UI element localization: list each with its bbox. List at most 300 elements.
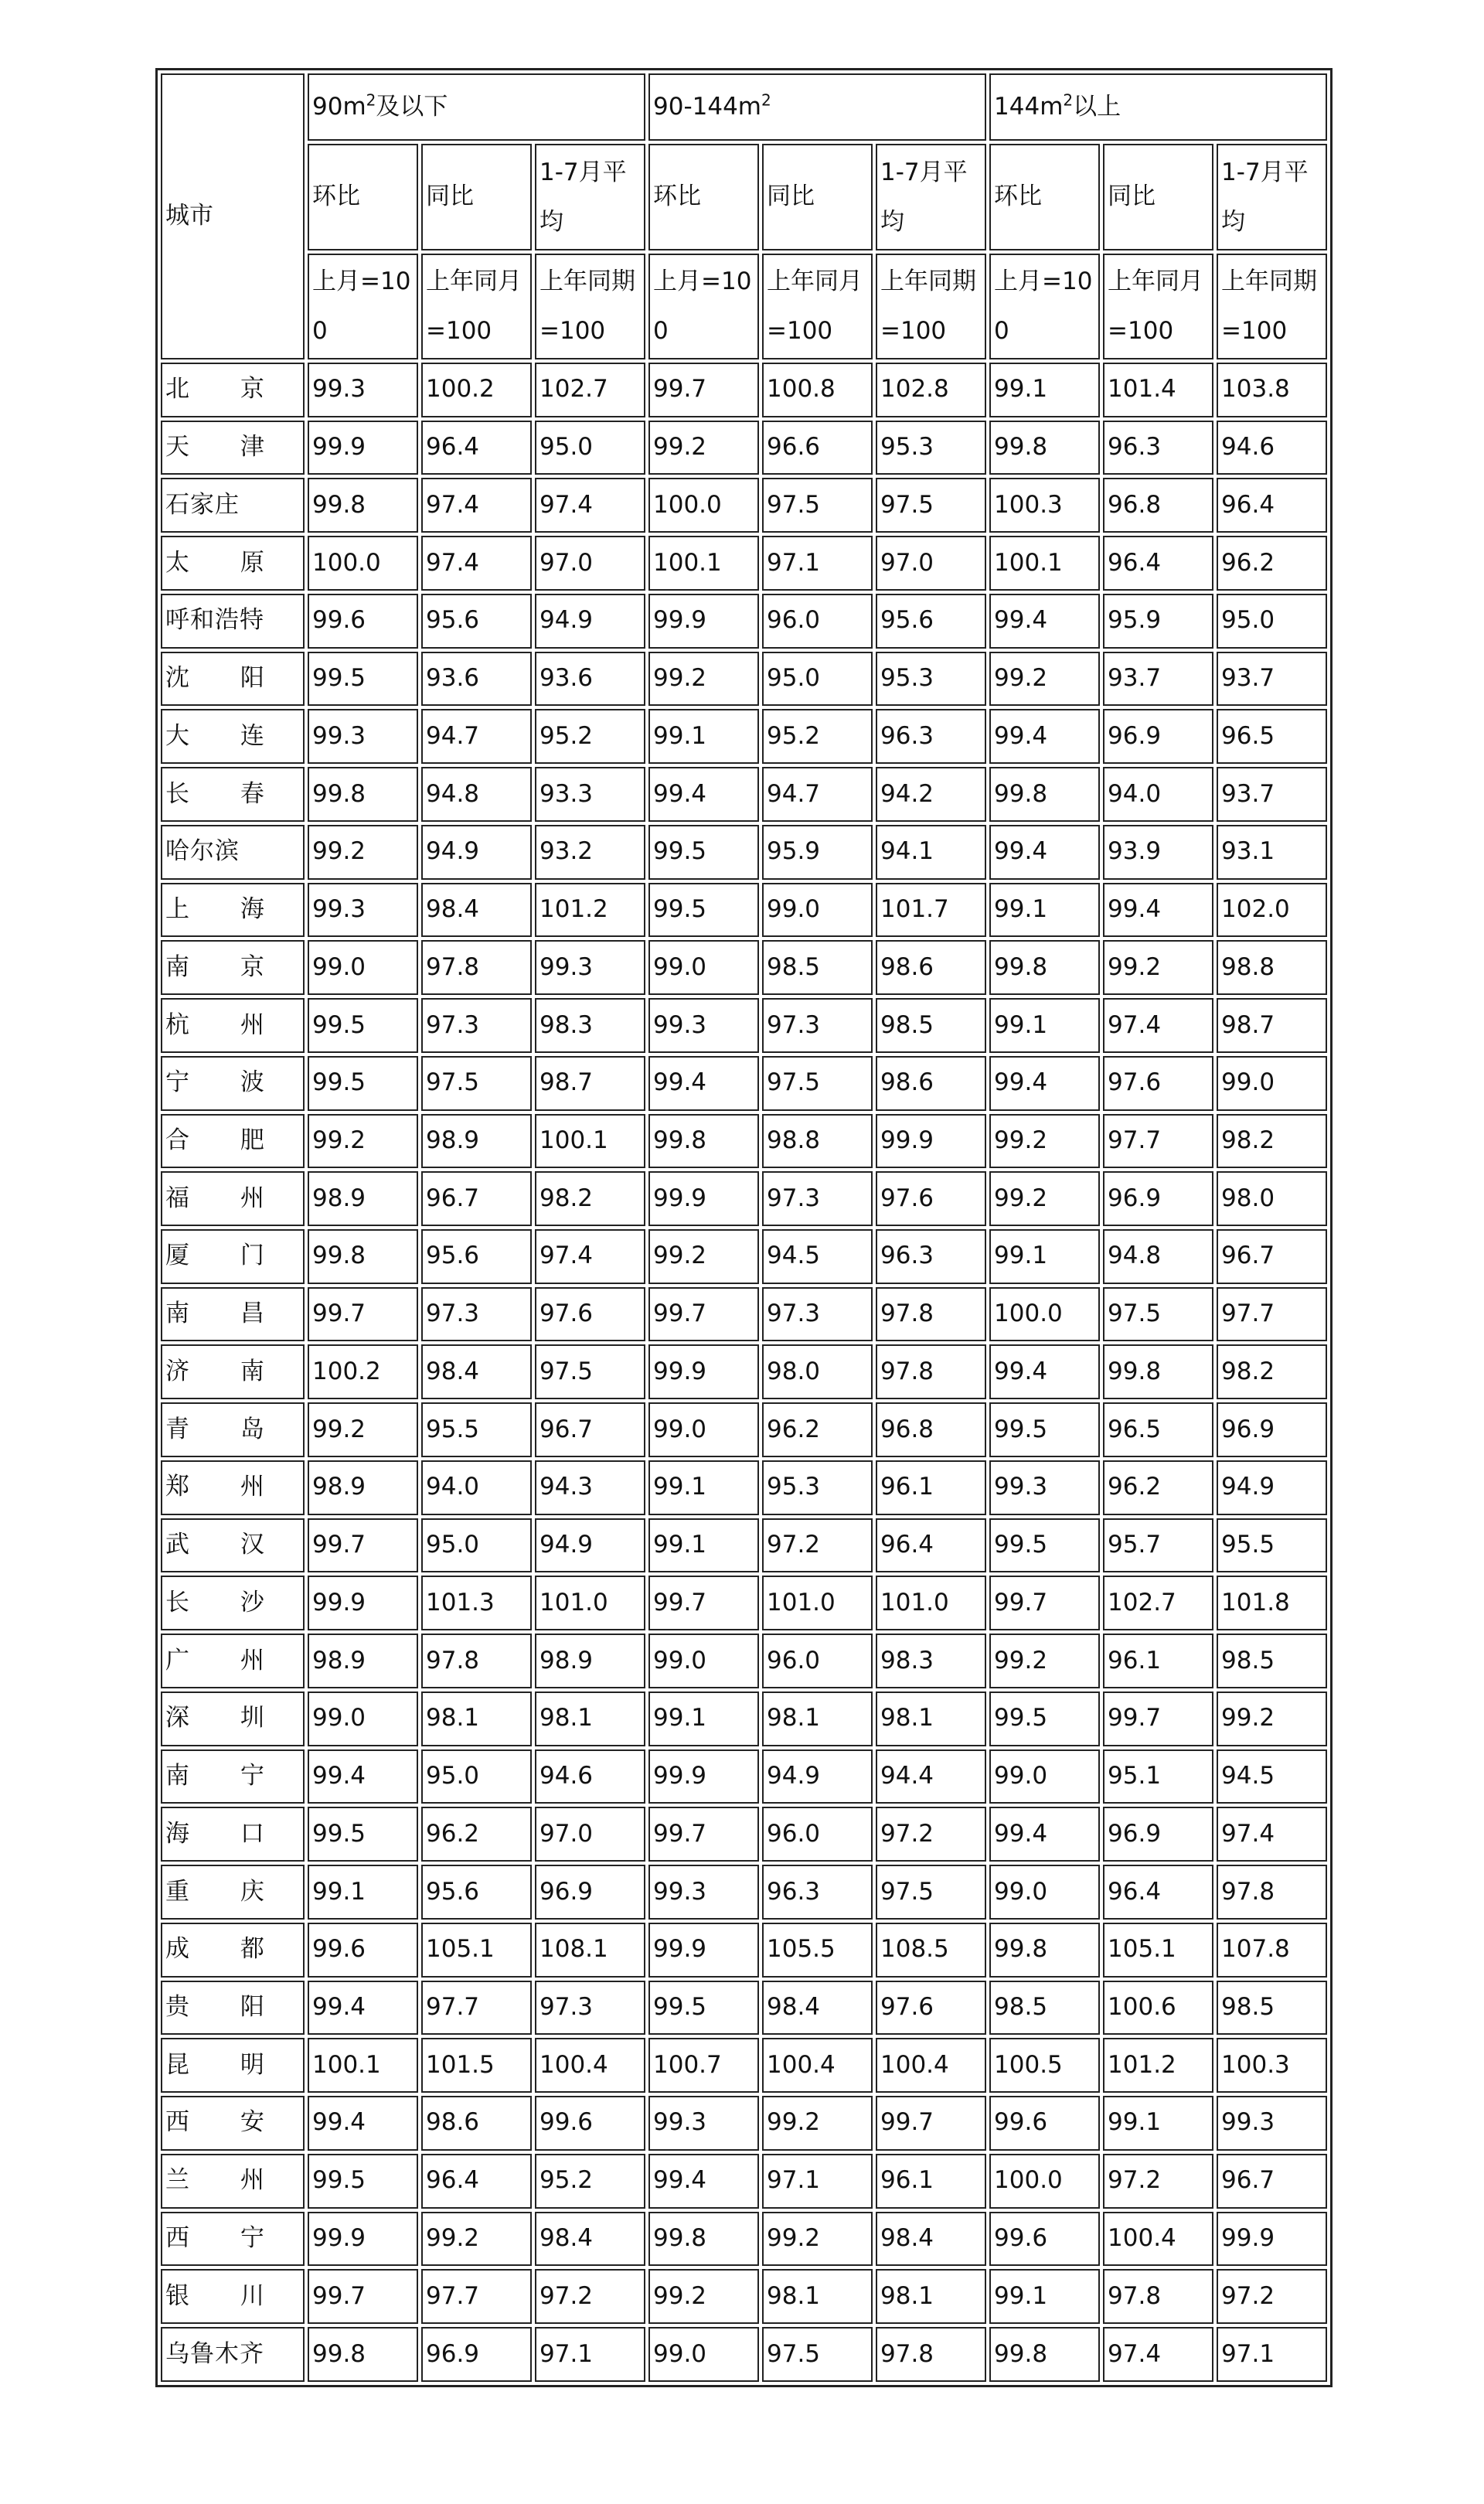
value-cell: 97.8 [421, 1634, 532, 1688]
value-cell: 94.8 [421, 767, 532, 822]
value-cell: 96.7 [1217, 2154, 1327, 2209]
value-cell: 99.2 [648, 421, 759, 475]
table-row [161, 767, 1327, 822]
city-name-cell: 海 口 [161, 1807, 305, 1862]
value-cell: 99.4 [308, 1981, 418, 2036]
value-cell: 97.4 [1217, 1807, 1327, 1862]
city-name-cell: 昆 明 [161, 2038, 305, 2093]
value-cell: 94.9 [1217, 1460, 1327, 1515]
value-cell: 99.8 [1103, 1344, 1213, 1399]
table-row [161, 1923, 1327, 1978]
value-cell: 95.0 [1217, 594, 1327, 649]
value-cell: 102.7 [1103, 1576, 1213, 1630]
value-cell: 97.4 [421, 536, 532, 591]
value-cell: 99.7 [308, 1518, 418, 1573]
table-row [161, 883, 1327, 938]
value-cell: 97.7 [421, 2269, 532, 2324]
value-cell: 94.9 [762, 1749, 873, 1804]
value-cell: 96.7 [535, 1402, 645, 1457]
value-cell: 100.6 [1103, 1981, 1213, 2036]
value-cell: 95.3 [876, 421, 986, 475]
value-cell: 100.4 [876, 2038, 986, 2093]
value-cell: 99.8 [308, 767, 418, 822]
city-name-cell: 深 圳 [161, 1691, 305, 1746]
value-cell: 98.1 [762, 2269, 873, 2324]
value-cell: 93.9 [1103, 825, 1213, 880]
value-cell: 97.5 [1103, 1287, 1213, 1342]
value-cell: 98.2 [535, 1171, 645, 1226]
value-cell: 93.7 [1217, 767, 1327, 822]
city-name-cell: 广 州 [161, 1634, 305, 1688]
value-cell: 99.2 [989, 1114, 1100, 1169]
value-cell: 101.2 [535, 883, 645, 938]
value-cell: 96.2 [762, 1402, 873, 1457]
value-cell: 99.5 [989, 1402, 1100, 1457]
value-cell: 99.8 [308, 1229, 418, 1284]
city-name-cell: 贵 阳 [161, 1981, 305, 2036]
base-header-prev-month: 上月=100 [989, 254, 1100, 359]
value-cell: 100.1 [308, 2038, 418, 2093]
value-cell: 100.3 [989, 478, 1100, 533]
city-name-cell: 西 安 [161, 2096, 305, 2151]
value-cell: 100.2 [421, 363, 532, 417]
value-cell: 96.9 [1103, 1807, 1213, 1862]
value-cell: 100.3 [1217, 2038, 1327, 2093]
value-cell: 99.2 [648, 2269, 759, 2324]
value-cell: 101.3 [421, 1576, 532, 1630]
table-row [161, 1807, 1327, 1862]
value-cell: 103.8 [1217, 363, 1327, 417]
city-name-cell: 西 宁 [161, 2212, 305, 2267]
value-cell: 97.1 [762, 2154, 873, 2209]
base-header-same-month: 上年同月=100 [421, 254, 532, 359]
value-cell: 96.3 [762, 1865, 873, 1920]
value-cell: 101.2 [1103, 2038, 1213, 2093]
value-cell: 97.3 [762, 1287, 873, 1342]
value-cell: 96.4 [1217, 478, 1327, 533]
value-cell: 99.2 [648, 652, 759, 707]
value-cell: 99.4 [308, 2096, 418, 2151]
value-cell: 101.4 [1103, 363, 1213, 417]
value-cell: 96.4 [421, 2154, 532, 2209]
table-row [161, 1576, 1327, 1630]
value-cell: 99.2 [989, 1634, 1100, 1688]
value-cell: 99.9 [1217, 2212, 1327, 2267]
value-cell: 99.1 [989, 883, 1100, 938]
value-cell: 95.6 [876, 594, 986, 649]
table-row [161, 652, 1327, 707]
value-cell: 98.1 [762, 1691, 873, 1746]
city-name-cell: 南 京 [161, 940, 305, 995]
value-cell: 99.1 [989, 998, 1100, 1053]
value-cell: 98.1 [535, 1691, 645, 1746]
sub-header-mom: 环比 [989, 144, 1100, 250]
value-cell: 93.3 [535, 767, 645, 822]
value-cell: 97.4 [535, 478, 645, 533]
value-cell: 94.3 [535, 1460, 645, 1515]
value-cell: 99.2 [989, 1171, 1100, 1226]
value-cell: 99.9 [648, 594, 759, 649]
value-cell: 93.2 [535, 825, 645, 880]
value-cell: 97.1 [1217, 2327, 1327, 2382]
value-cell: 101.5 [421, 2038, 532, 2093]
city-name-cell: 沈 阳 [161, 652, 305, 707]
value-cell: 97.8 [876, 1287, 986, 1342]
value-cell: 99.1 [648, 1518, 759, 1573]
city-name-cell: 上 海 [161, 883, 305, 938]
value-cell: 97.2 [876, 1807, 986, 1862]
value-cell: 95.7 [1103, 1518, 1213, 1573]
sub-header-yoy: 同比 [421, 144, 532, 250]
city-name-cell: 福 州 [161, 1171, 305, 1226]
value-cell: 107.8 [1217, 1923, 1327, 1978]
table-row [161, 1171, 1327, 1226]
value-cell: 100.0 [989, 2154, 1100, 2209]
value-cell: 99.5 [648, 1981, 759, 2036]
value-cell: 100.2 [308, 1344, 418, 1399]
value-cell: 99.3 [648, 998, 759, 1053]
value-cell: 97.1 [535, 2327, 645, 2382]
table-row [161, 1114, 1327, 1169]
value-cell: 96.7 [1217, 1229, 1327, 1284]
value-cell: 99.6 [989, 2212, 1100, 2267]
value-cell: 95.2 [535, 709, 645, 764]
value-cell: 97.4 [535, 1229, 645, 1284]
table-row [161, 709, 1327, 764]
value-cell: 96.9 [1103, 1171, 1213, 1226]
value-cell: 97.6 [876, 1171, 986, 1226]
city-name-cell: 重 庆 [161, 1865, 305, 1920]
value-cell: 100.8 [762, 363, 873, 417]
value-cell: 99.0 [648, 1634, 759, 1688]
value-cell: 98.8 [762, 1114, 873, 1169]
value-cell: 99.1 [648, 1691, 759, 1746]
value-cell: 98.6 [421, 2096, 532, 2151]
value-cell: 94.7 [762, 767, 873, 822]
value-cell: 99.0 [762, 883, 873, 938]
value-cell: 99.2 [1217, 1691, 1327, 1746]
city-name-cell: 成 都 [161, 1923, 305, 1978]
value-cell: 98.5 [1217, 1981, 1327, 2036]
value-cell: 97.4 [421, 478, 532, 533]
value-cell: 97.3 [421, 1287, 532, 1342]
value-cell: 101.0 [535, 1576, 645, 1630]
header-row-base [161, 254, 1327, 359]
table-row [161, 2327, 1327, 2382]
value-cell: 101.8 [1217, 1576, 1327, 1630]
table-row [161, 1344, 1327, 1399]
city-name-cell: 南 昌 [161, 1287, 305, 1342]
city-name-cell: 合 肥 [161, 1114, 305, 1169]
value-cell: 99.8 [989, 421, 1100, 475]
value-cell: 99.6 [308, 1923, 418, 1978]
value-cell: 99.7 [1103, 1691, 1213, 1746]
city-name-cell: 郑 州 [161, 1460, 305, 1515]
value-cell: 99.6 [989, 2096, 1100, 2151]
value-cell: 105.5 [762, 1923, 873, 1978]
value-cell: 97.7 [421, 1981, 532, 2036]
value-cell: 97.2 [762, 1518, 873, 1573]
value-cell: 98.7 [535, 1056, 645, 1111]
value-cell: 99.6 [535, 2096, 645, 2151]
value-cell: 99.2 [1103, 940, 1213, 995]
value-cell: 99.1 [308, 1865, 418, 1920]
value-cell: 99.4 [308, 1749, 418, 1804]
city-name-cell: 南 宁 [161, 1749, 305, 1804]
value-cell: 99.9 [308, 2212, 418, 2267]
table-row [161, 2038, 1327, 2093]
value-cell: 99.1 [989, 1229, 1100, 1284]
value-cell: 97.4 [1103, 2327, 1213, 2382]
value-cell: 94.1 [876, 825, 986, 880]
value-cell: 99.2 [308, 825, 418, 880]
value-cell: 99.2 [989, 652, 1100, 707]
value-cell: 100.5 [989, 2038, 1100, 2093]
city-name-cell: 银 川 [161, 2269, 305, 2324]
value-cell: 99.7 [648, 1807, 759, 1862]
value-cell: 108.5 [876, 1923, 986, 1978]
value-cell: 94.6 [535, 1749, 645, 1804]
value-cell: 102.7 [535, 363, 645, 417]
table-row [161, 2269, 1327, 2324]
value-cell: 102.8 [876, 363, 986, 417]
value-cell: 98.1 [421, 1691, 532, 1746]
base-header-same-period: 上年同期=100 [535, 254, 645, 359]
price-index-table [155, 68, 1333, 2387]
value-cell: 99.9 [308, 1576, 418, 1630]
value-cell: 97.6 [535, 1287, 645, 1342]
value-cell: 94.9 [535, 594, 645, 649]
value-cell: 96.9 [1103, 709, 1213, 764]
value-cell: 97.7 [1217, 1287, 1327, 1342]
table-row [161, 1749, 1327, 1804]
table-row [161, 1287, 1327, 1342]
city-name-cell: 天 津 [161, 421, 305, 475]
value-cell: 99.3 [648, 1865, 759, 1920]
value-cell: 97.2 [1103, 2154, 1213, 2209]
value-cell: 99.4 [648, 2154, 759, 2209]
value-cell: 97.5 [762, 1056, 873, 1111]
value-cell: 96.9 [421, 2327, 532, 2382]
group-header-90-144: $90-144m^2$ [648, 73, 986, 141]
value-cell: 96.0 [762, 1634, 873, 1688]
value-cell: 99.9 [648, 1344, 759, 1399]
value-cell: 99.3 [989, 1460, 1100, 1515]
value-cell: 99.1 [989, 2269, 1100, 2324]
city-column-header: 城市 [161, 73, 305, 359]
value-cell: 97.5 [876, 1865, 986, 1920]
table-row [161, 1056, 1327, 1111]
city-name-cell: 厦 门 [161, 1229, 305, 1284]
value-cell: 99.0 [1217, 1056, 1327, 1111]
value-cell: 98.9 [308, 1460, 418, 1515]
value-cell: 93.7 [1103, 652, 1213, 707]
value-cell: 99.2 [308, 1114, 418, 1169]
table-row [161, 1865, 1327, 1920]
value-cell: 96.8 [876, 1402, 986, 1457]
value-cell: 96.3 [1103, 421, 1213, 475]
value-cell: 98.5 [989, 1981, 1100, 2036]
value-cell: 98.4 [762, 1981, 873, 2036]
value-cell: 97.6 [876, 1981, 986, 2036]
value-cell: 98.4 [535, 2212, 645, 2267]
value-cell: 96.2 [1103, 1460, 1213, 1515]
value-cell: 97.5 [762, 478, 873, 533]
value-cell: 98.5 [876, 998, 986, 1053]
value-cell: 99.0 [308, 1691, 418, 1746]
value-cell: 99.4 [648, 1056, 759, 1111]
table-row [161, 421, 1327, 475]
value-cell: 94.2 [876, 767, 986, 822]
value-cell: 96.2 [421, 1807, 532, 1862]
value-cell: 99.5 [648, 883, 759, 938]
value-cell: 99.4 [648, 767, 759, 822]
value-cell: 99.1 [1103, 2096, 1213, 2151]
value-cell: 99.0 [648, 940, 759, 995]
city-name-cell: 大 连 [161, 709, 305, 764]
value-cell: 99.8 [989, 1923, 1100, 1978]
value-cell: 99.7 [648, 363, 759, 417]
value-cell: 98.9 [308, 1171, 418, 1226]
value-cell: 95.3 [762, 1460, 873, 1515]
city-name-cell: 武 汉 [161, 1518, 305, 1573]
value-cell: 95.6 [421, 1865, 532, 1920]
value-cell: 100.4 [1103, 2212, 1213, 2267]
value-cell: 98.2 [1217, 1114, 1327, 1169]
value-cell: 98.5 [1217, 1634, 1327, 1688]
value-cell: 99.7 [648, 1287, 759, 1342]
value-cell: 100.1 [648, 536, 759, 591]
value-cell: 94.0 [1103, 767, 1213, 822]
city-name-cell: 乌鲁木齐 [161, 2327, 305, 2382]
city-name-cell: 北 京 [161, 363, 305, 417]
table-row [161, 363, 1327, 417]
value-cell: 96.1 [1103, 1634, 1213, 1688]
value-cell: 99.4 [989, 825, 1100, 880]
value-cell: 95.6 [421, 1229, 532, 1284]
value-cell: 96.5 [1217, 709, 1327, 764]
value-cell: 99.0 [648, 2327, 759, 2382]
value-cell: 93.1 [1217, 825, 1327, 880]
header-row-groups [161, 73, 1327, 141]
value-cell: 97.5 [421, 1056, 532, 1111]
value-cell: 105.1 [1103, 1923, 1213, 1978]
city-name-cell: 长 沙 [161, 1576, 305, 1630]
value-cell: 98.5 [762, 940, 873, 995]
value-cell: 95.2 [535, 2154, 645, 2209]
value-cell: 100.7 [648, 2038, 759, 2093]
value-cell: 99.2 [648, 1229, 759, 1284]
value-cell: 95.5 [421, 1402, 532, 1457]
value-cell: 96.2 [1217, 536, 1327, 591]
value-cell: 94.7 [421, 709, 532, 764]
value-cell: 95.0 [421, 1749, 532, 1804]
value-cell: 99.5 [989, 1691, 1100, 1746]
sub-header-avg: 1-7月平均 [535, 144, 645, 250]
base-header-same-month: 上年同月=100 [1103, 254, 1213, 359]
value-cell: 99.7 [989, 1576, 1100, 1630]
table-body [161, 73, 1327, 2382]
table-row [161, 2096, 1327, 2151]
value-cell: 96.7 [421, 1171, 532, 1226]
value-cell: 96.4 [421, 421, 532, 475]
value-cell: 97.3 [535, 1981, 645, 2036]
sub-header-mom: 环比 [648, 144, 759, 250]
value-cell: 102.0 [1217, 883, 1327, 938]
value-cell: 105.1 [421, 1923, 532, 1978]
city-name-cell: 青 岛 [161, 1402, 305, 1457]
table-row [161, 1691, 1327, 1746]
value-cell: 97.2 [535, 2269, 645, 2324]
value-cell: 97.3 [762, 998, 873, 1053]
value-cell: 97.6 [1103, 1056, 1213, 1111]
table-row [161, 940, 1327, 995]
value-cell: 99.4 [989, 1344, 1100, 1399]
value-cell: 97.3 [762, 1171, 873, 1226]
group-header-above-144: $144m^2$以上 [989, 73, 1327, 141]
value-cell: 98.6 [876, 940, 986, 995]
table-row [161, 1460, 1327, 1515]
value-cell: 99.5 [648, 825, 759, 880]
value-cell: 98.1 [876, 1691, 986, 1746]
value-cell: 97.0 [535, 536, 645, 591]
value-cell: 96.4 [876, 1518, 986, 1573]
value-cell: 99.7 [308, 2269, 418, 2324]
value-cell: 95.3 [876, 652, 986, 707]
value-cell: 100.1 [535, 1114, 645, 1169]
value-cell: 99.3 [308, 709, 418, 764]
value-cell: 96.3 [876, 1229, 986, 1284]
value-cell: 97.4 [1103, 998, 1213, 1053]
value-cell: 95.2 [762, 709, 873, 764]
value-cell: 97.1 [762, 536, 873, 591]
value-cell: 98.0 [762, 1344, 873, 1399]
value-cell: 99.0 [308, 940, 418, 995]
value-cell: 97.8 [1217, 1865, 1327, 1920]
value-cell: 95.5 [1217, 1518, 1327, 1573]
table-row [161, 594, 1327, 649]
sub-header-mom: 环比 [308, 144, 418, 250]
value-cell: 96.0 [762, 1807, 873, 1862]
table-row [161, 998, 1327, 1053]
value-cell: 100.1 [989, 536, 1100, 591]
value-cell: 99.5 [308, 2154, 418, 2209]
value-cell: 97.3 [421, 998, 532, 1053]
value-cell: 99.8 [648, 2212, 759, 2267]
city-name-cell: 兰 州 [161, 2154, 305, 2209]
table-row [161, 2212, 1327, 2267]
value-cell: 99.9 [648, 1749, 759, 1804]
value-cell: 94.6 [1217, 421, 1327, 475]
value-cell: 99.0 [989, 1865, 1100, 1920]
value-cell: 99.4 [989, 594, 1100, 649]
value-cell: 99.8 [308, 478, 418, 533]
value-cell: 97.0 [535, 1807, 645, 1862]
value-cell: 97.0 [876, 536, 986, 591]
value-cell: 96.4 [1103, 1865, 1213, 1920]
sub-header-yoy: 同比 [762, 144, 873, 250]
value-cell: 108.1 [535, 1923, 645, 1978]
value-cell: 97.2 [1217, 2269, 1327, 2324]
value-cell: 96.1 [876, 2154, 986, 2209]
value-cell: 98.9 [535, 1634, 645, 1688]
value-cell: 101.7 [876, 883, 986, 938]
table-row [161, 1229, 1327, 1284]
value-cell: 99.9 [876, 1114, 986, 1169]
value-cell: 95.1 [1103, 1749, 1213, 1804]
value-cell: 97.5 [876, 478, 986, 533]
value-cell: 96.3 [876, 709, 986, 764]
